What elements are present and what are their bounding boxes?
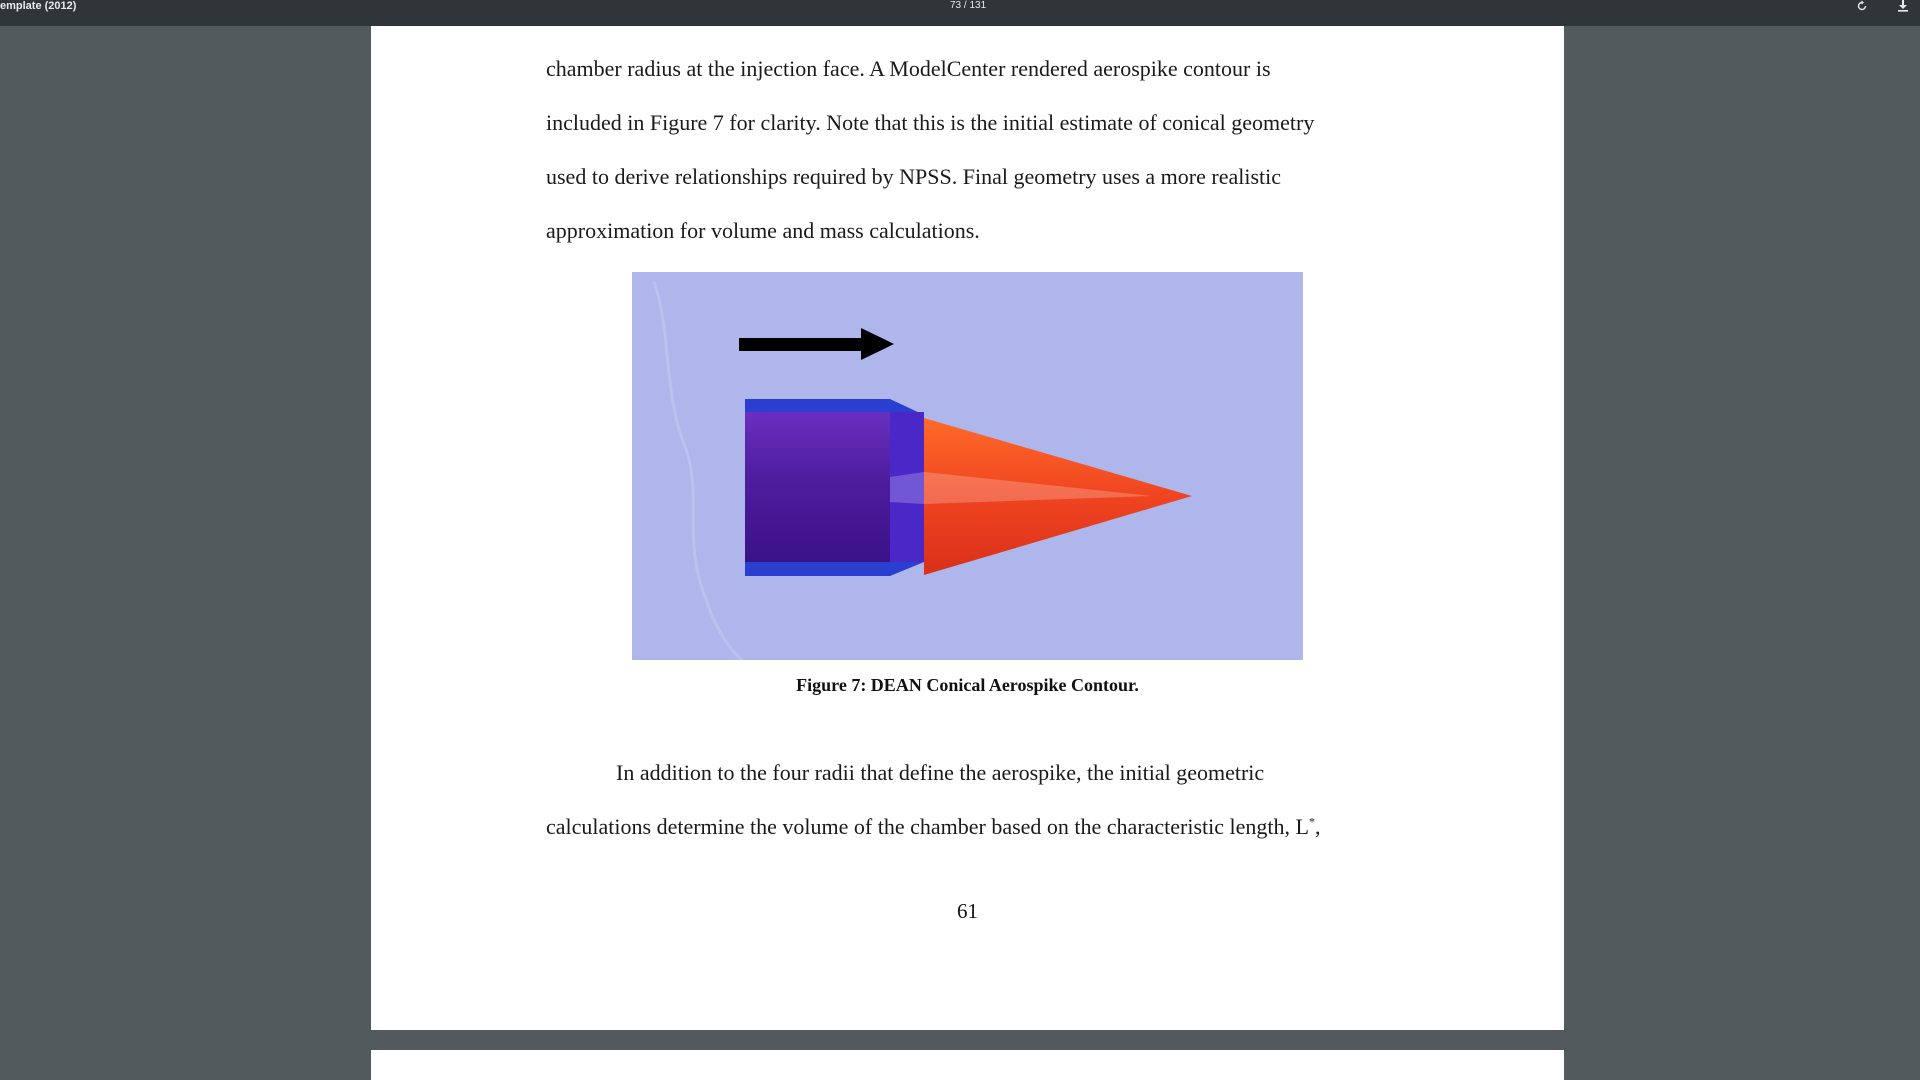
body-text-span: calculations determine the volume of the chamber based on the characteristic length, L	[546, 814, 1309, 839]
body-text-tail: ,	[1314, 814, 1321, 839]
body-text-line	[546, 814, 1320, 840]
document-title: emplate (2012)	[0, 0, 77, 12]
faint-shadow	[654, 282, 742, 660]
figure-caption: Figure 7: DEAN Conical Aerospike Contour.	[796, 675, 1139, 695]
body-text-line: used to derive relationships required by NPSS. Final geometry uses a more realistic	[546, 164, 1282, 189]
aerospike-figure	[632, 272, 1303, 660]
page-counter: 73 / 131	[950, 0, 987, 11]
aerospike-render	[632, 272, 1303, 660]
rotate-button[interactable]	[1851, 0, 1873, 14]
download-icon	[1897, 0, 1909, 12]
flow-arrow-shaft	[739, 338, 874, 351]
chamber-body	[745, 412, 890, 562]
pdf-page	[371, 26, 1564, 1030]
next-pdf-page	[371, 1050, 1564, 1080]
rotate-icon	[1856, 0, 1868, 12]
download-button[interactable]	[1892, 0, 1914, 14]
page-number: 61	[957, 899, 978, 923]
flow-arrow-head	[861, 328, 894, 360]
pdf-viewer[interactable]	[0, 26, 1920, 1080]
body-text-line: included in Figure 7 for clarity. Note that this is the initial estimate of conical geometry	[546, 110, 1315, 135]
body-text-line: approximation for volume and mass calculations.	[546, 218, 980, 243]
pdf-toolbar	[0, 0, 1920, 26]
superscript-star: *	[1308, 814, 1315, 829]
body-text-line: In addition to the four radii that define the aerospike, the initial geometric	[616, 760, 1265, 785]
body-text-line: chamber radius at the injection face. A ModelCenter rendered aerospike contour is	[546, 56, 1271, 81]
